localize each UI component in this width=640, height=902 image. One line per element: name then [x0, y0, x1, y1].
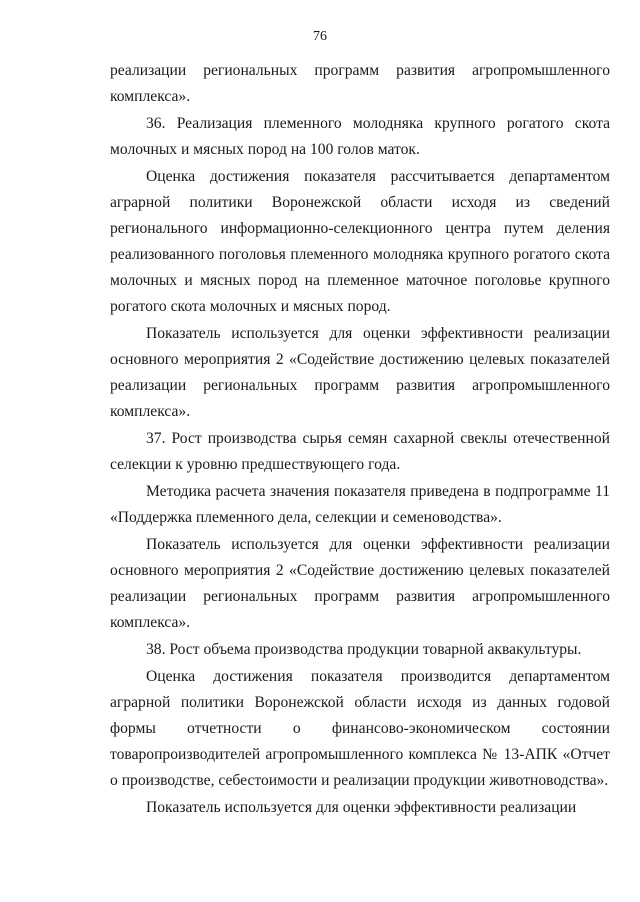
paragraph-item-36-usage: Показатель используется для оценки эффективности реализации основного мероприятия 2 «Содействие достижению целевых показателей реализации региональных программ развития агропромышленного комплекса».	[110, 325, 610, 420]
paragraph-item-38-heading: 38. Рост объема производства продукции товарной аквакультуры.	[146, 641, 582, 658]
document-body	[110, 58, 610, 822]
paragraph-item-37-method: Методика расчета значения показателя приведена в подпрограмме 11 «Поддержка племенного дела, селекции и семеноводства».	[110, 483, 610, 526]
paragraph-item-37-usage: Показатель используется для оценки эффективности реализации основного мероприятия 2 «Содействие достижению целевых показателей реализации региональных программ развития агропромышленного комплекса».	[110, 536, 610, 631]
paragraph-item-36-heading: 36. Реализация племенного молодняка крупного рогатого скота молочных и мясных пород на 100 голов маток.	[110, 115, 610, 158]
paragraph-item-38-usage: Показатель используется для оценки эффективности реализации	[146, 799, 577, 816]
paragraph-item-37-heading: 37. Рост производства сырья семян сахарной свеклы отечественной селекции к уровню предшествующего года.	[110, 430, 610, 473]
paragraph-continuation: реализации региональных программ развития агропромышленного комплекса».	[110, 62, 610, 105]
page-number: 76	[313, 29, 327, 44]
paragraph-item-38-method: Оценка достижения показателя производится департаментом аграрной политики Воронежской области исходя из данных годовой формы отчетности о финансово-экономическом состоянии товаропроизводителей агропромышленного комплекса № 13-АПК «Отчет о производстве, себестоимости и реализации продукции животноводства».	[110, 668, 610, 789]
paragraph-item-36-method: Оценка достижения показателя рассчитывается департаментом аграрной политики Воронежской области исходя из сведений регионального информационно-селекционного центра путем деления реализованного поголовья племенного молодняка крупного рогатого скота молочных и мясных пород на племенное маточное поголовье крупного рогатого скота молочных и мясных пород.	[110, 168, 610, 315]
